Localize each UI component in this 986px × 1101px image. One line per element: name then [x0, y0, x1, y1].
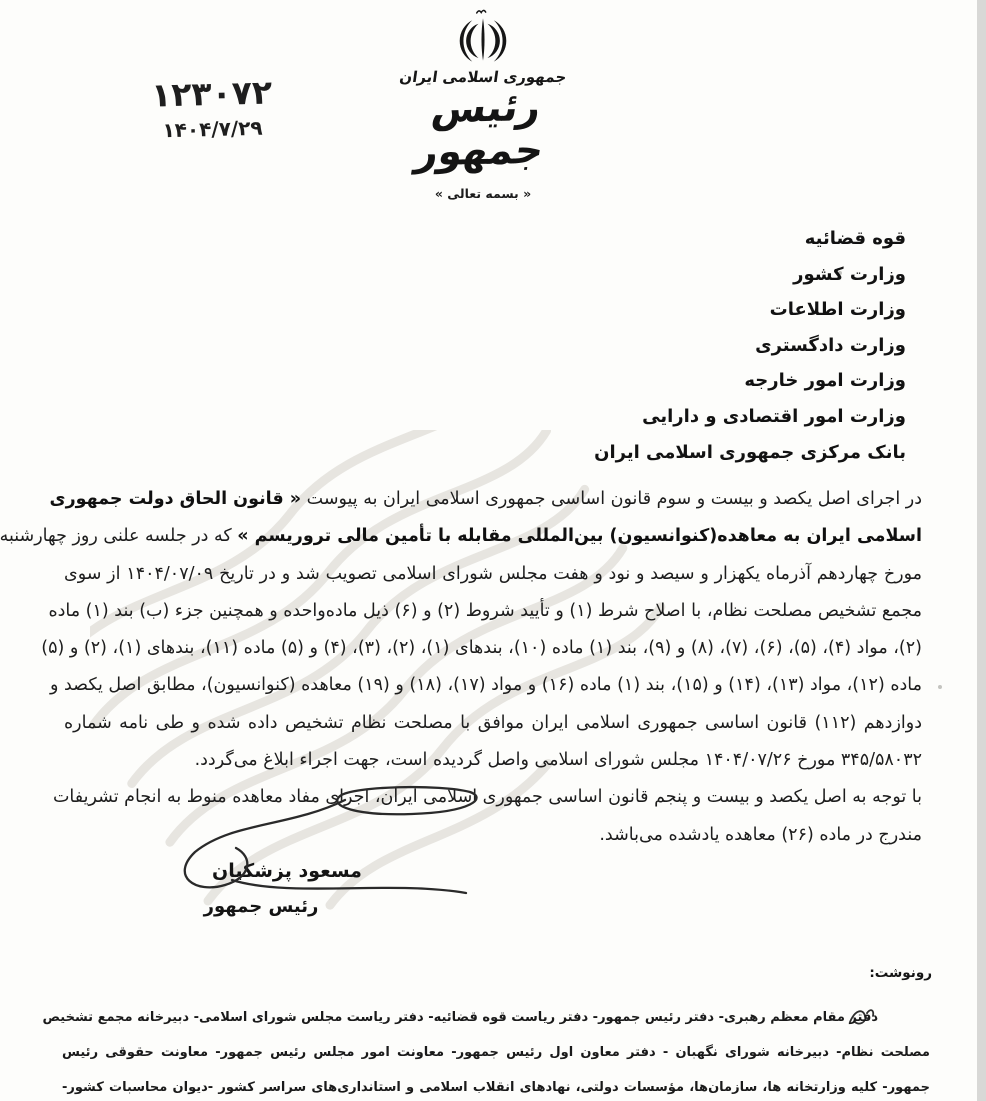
recipient-list [594, 221, 906, 470]
cc-line: جمهور- کلیه وزارتخانه ها، سازمان‌ها، مؤسسات دولتی، نهادهای انقلاب اسلامی و استانداری‌های سراسر کشور -دیوان محاسبات کشور- [62, 1080, 930, 1095]
body-line [0, 518, 922, 555]
body-line: با توجه به اصل یکصد و بیست و پنجم قانون اساسی جمهوری اسلامی ایران، اجرای مفاد معاهده منوط به انجام تشریفات [52, 787, 922, 808]
cc-label: رونوشت: [869, 965, 932, 981]
org-name: جمهوری اسلامی ایران [398, 68, 568, 86]
recipient-ministry-foreign-affairs: وزارت امور خارجه [744, 370, 906, 392]
signer-name: مسعود پزشکیان [212, 860, 362, 882]
recipient-ministry-justice: وزارت دادگستری [755, 334, 906, 356]
law-title-bold: « قانون الحاق دولت جمهوری [49, 489, 302, 509]
law-title-bold: اسلامی ایران به معاهده(کنوانسیون) بین‌المللی مقابله با تأمین مالی تروریسم » [237, 526, 922, 547]
recipient-ministry-economy: وزارت امور اقتصادی و دارایی [642, 405, 906, 427]
iran-emblem-icon [456, 8, 510, 72]
body-line-text: در اجرای اصل یکصد و بیست و سوم قانون اساسی جمهوری اسلامی ایران به پیوست [301, 489, 922, 509]
recipient-ministry-intelligence: وزارت اطلاعات [769, 299, 906, 321]
body-line: مورخ چهاردهم آذرماه یکهزار و سیصد و نود و هفت مجلس شورای اسلامی تصویب شد و در تاریخ ۱۴۰۴/۰۷/۰۹ از سوی [64, 563, 923, 584]
reference-number: ۱۲۳۰۷۲ [150, 72, 273, 115]
signer-title: رئیس جمهور [203, 896, 319, 917]
bismillah-line: « بسمه تعالی » [434, 185, 532, 201]
body-line: مندرج در ماده (۲۶) معاهده یادشده می‌باشد. [599, 824, 922, 845]
recipient-ministry-interior: وزارت کشور [793, 263, 906, 285]
handwritten-signature [140, 772, 500, 912]
cc-line: دفتر مقام معظم رهبری- دفتر رئیس جمهور- دفتر ریاست قوه قضائیه- دفتر ریاست مجلس شورای اسلامی- دبیرخانه مجمع تشخیص [42, 1010, 878, 1025]
body-line-text: که در جلسه علنی روز چهارشنبه [0, 526, 238, 547]
body-line: دوازدهم (۱۱۲) قانون اساسی جمهوری اسلامی ایران موافق با مصلحت نظام تشخیص داده شده و طی نامه شماره [64, 712, 923, 733]
body-line: مجمع تشخیص مصلحت نظام، با اصلاح شرط (۱) و تأیید شروط (۲) و (۶) ذیل ماده‌واحده و همچنین جزء (ب) بند (۱) ماده [48, 600, 922, 621]
body-line: ماده (۱۲)، مواد (۱۳)، (۱۴) و (۱۵)، بند (۱) ماده (۱۶) و مواد (۱۷)، (۱۸) و (۱۹) معاهده (کنوانسیون)، مطابق اصل یکصد و [49, 675, 922, 696]
reference-block [111, 71, 313, 143]
cc-list [42, 1000, 930, 1101]
president-calligraphy: رئیس جمهور [412, 85, 547, 175]
body-line [49, 481, 922, 518]
scan-speck [938, 685, 942, 689]
body-line: ۳۴۵/۵۸۰۳۲ مورخ ۱۴۰۴/۰۷/۲۶ مجلس شورای اسلامی واصل گردیده است، جهت اجراء ابلاغ می‌گردد. [194, 750, 922, 771]
recipient-central-bank: بانک مرکزی جمهوری اسلامی ایران [594, 441, 906, 463]
scan-edge-strip [977, 0, 986, 1101]
body-line: (۲)، مواد (۴)، (۵)، (۶)، (۷)، (۸) و (۹)، بند (۱) ماده (۱۰)، بندهای (۱)، (۲)، (۳)، (۴) و (۵) ماده (۱۱)، بندهای (۱)، (۲) و (۵) [41, 638, 922, 659]
cc-line: مصلحت نظام- دبیرخانه شورای نگهبان - دفتر معاون اول رئیس جمهور- معاونت امور مجلس رئیس جمهور- معاونت حقوقی رئیس [62, 1045, 930, 1060]
reference-date: ۱۴۰۴/۷/۲۹ [162, 115, 263, 143]
letterhead [368, 8, 598, 201]
recipient-judiciary: قوه قضائیه [804, 228, 906, 249]
